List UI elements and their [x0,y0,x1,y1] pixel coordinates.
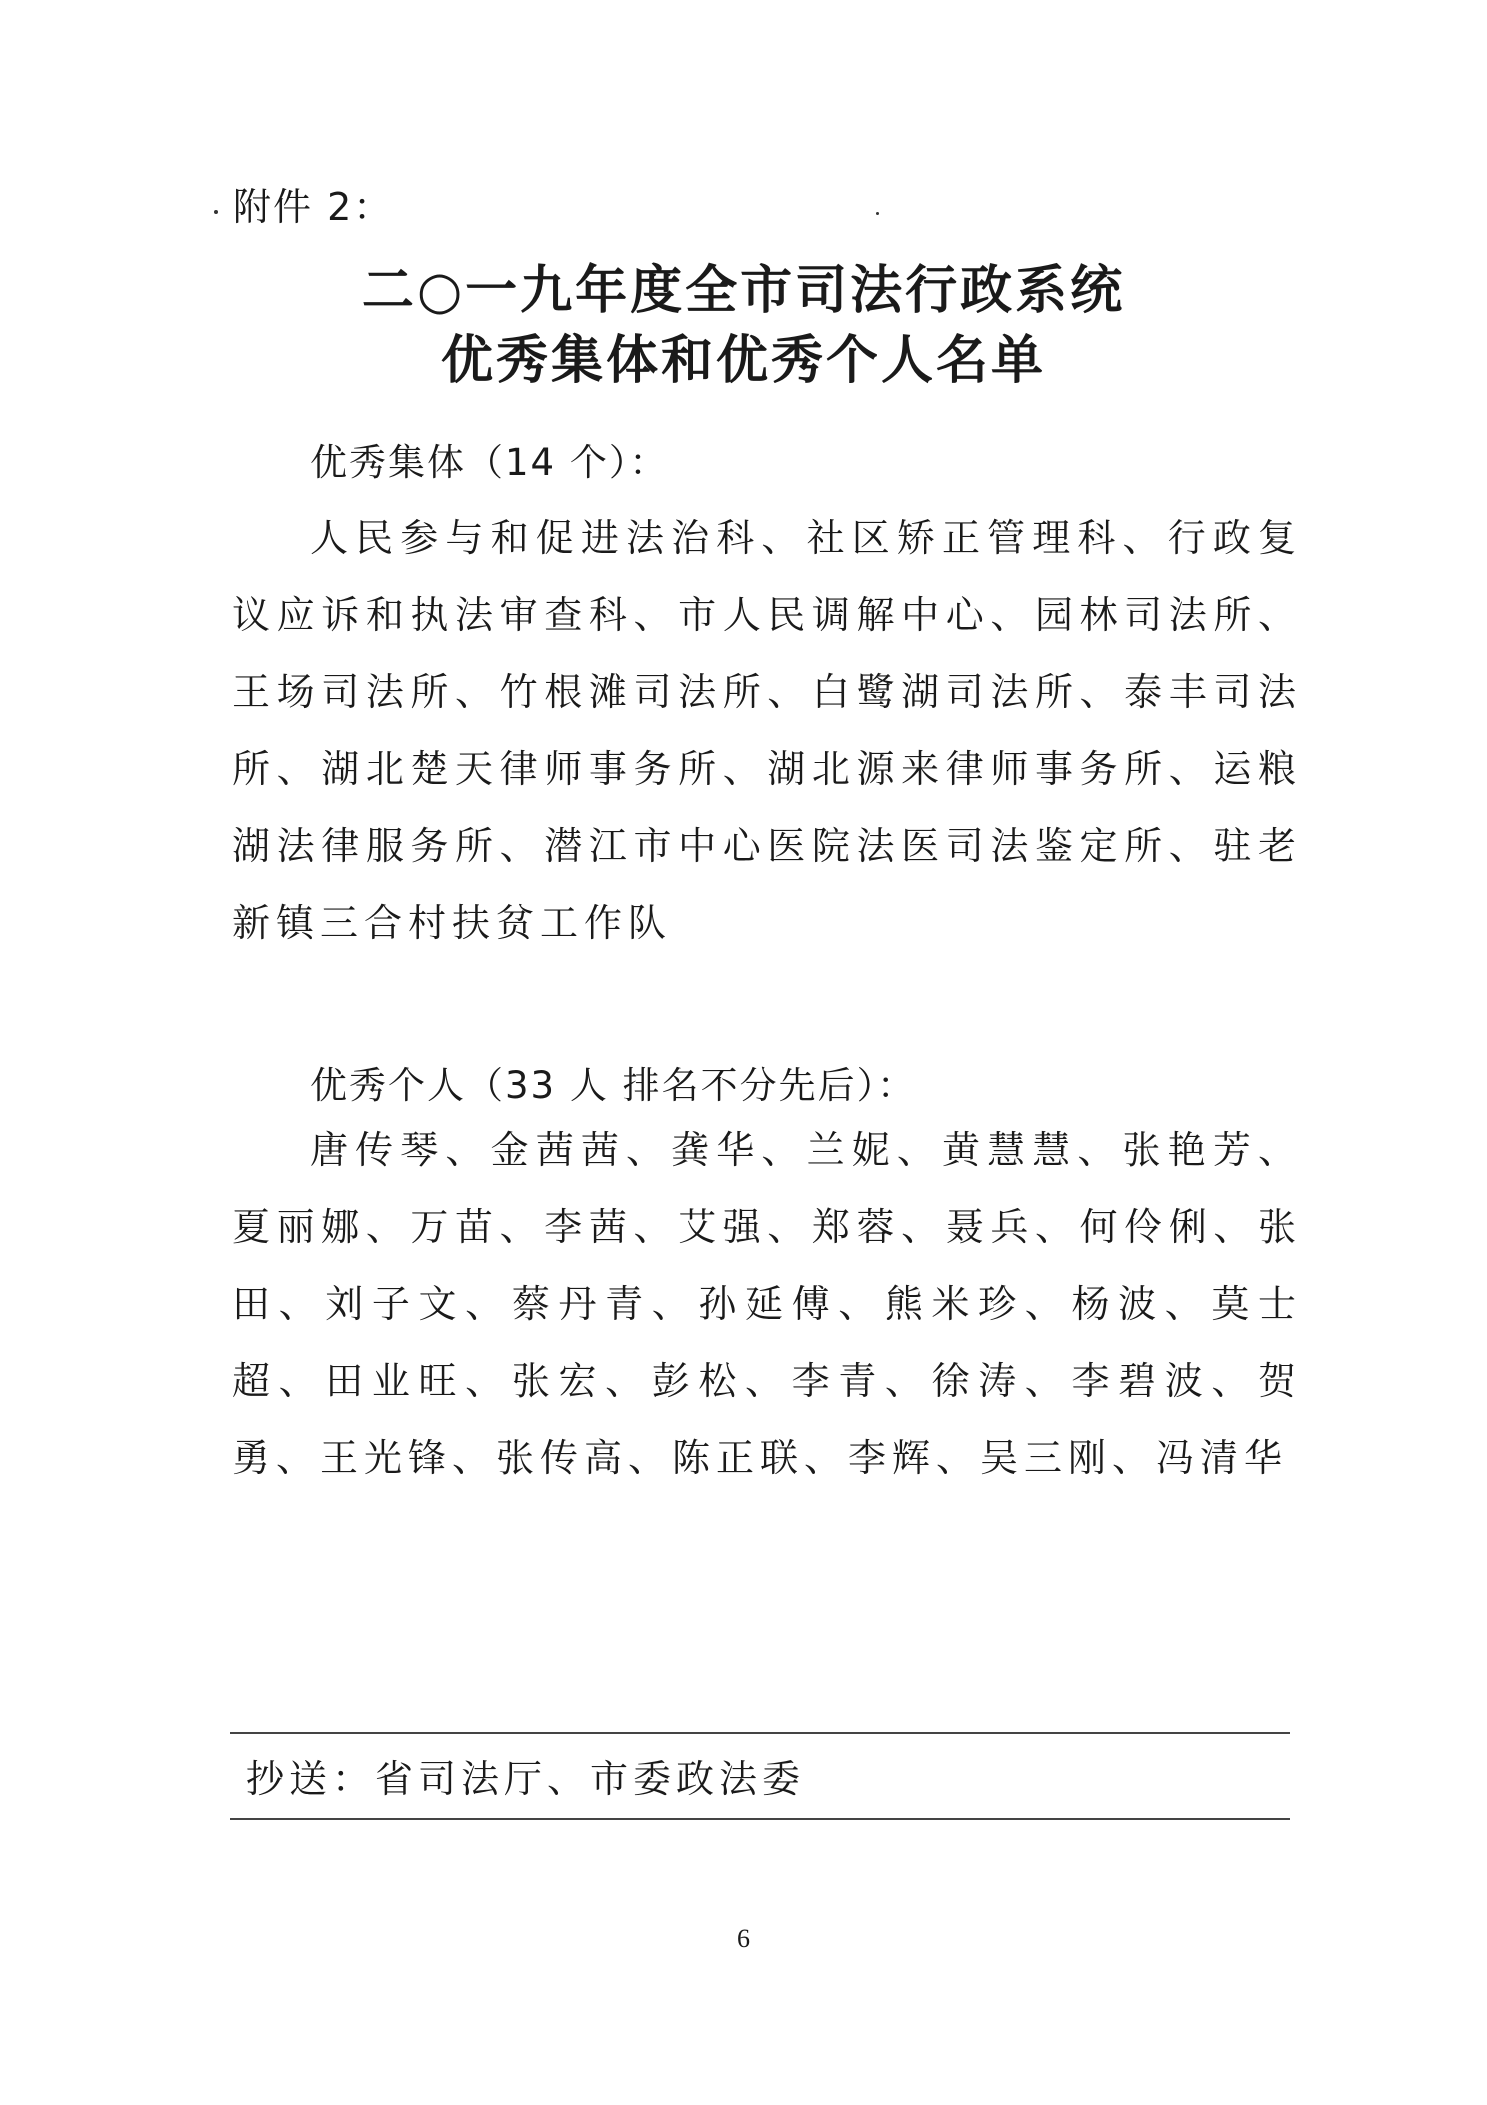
collective-heading: 优秀集体（14 个）： [310,441,669,484]
page-number: 6 [737,1924,750,1953]
scan-speck [214,210,218,214]
individual-list: 唐传琴、金茜茜、龚华、兰妮、黄慧慧、张艳芳、夏丽娜、万苗、李茜、艾强、郑蓉、聂兵、何伶俐、张田、刘子文、蔡丹青、孙延傅、熊米珍、杨波、莫士超、田业旺、张宏、彭松、李青、徐涛、李碧波、贺勇、王光锋、张传高、陈正联、李辉、吴三刚、冯清华 [232,1128,1302,1480]
cc-line: 抄送：省司法厅、市委政法委 [246,1757,806,1801]
collective-list: 人民参与和促进法治科、社区矫正管理科、行政复议应诉和执法审查科、市人民调解中心、园林司法所、王场司法所、竹根滩司法所、白鹭湖司法所、泰丰司法所、湖北楚天律师事务所、湖北源来律师事务所、运粮湖法律服务所、潜江市中心医院法医司法鉴定所、驻老新镇三合村扶贫工作队 [232,516,1302,945]
individual-heading: 优秀个人（33 人 排名不分先后）： [310,1064,917,1107]
cc-bottom-rule [230,1818,1290,1820]
cc-top-rule [230,1732,1290,1734]
scan-speck [876,212,879,215]
document-title-line-2: 优秀集体和优秀个人名单 [440,331,1046,391]
document-title-line-1: 二○一九年度全市司法行政系统 [361,261,1126,321]
attachment-label: 附件 2： [233,185,394,229]
